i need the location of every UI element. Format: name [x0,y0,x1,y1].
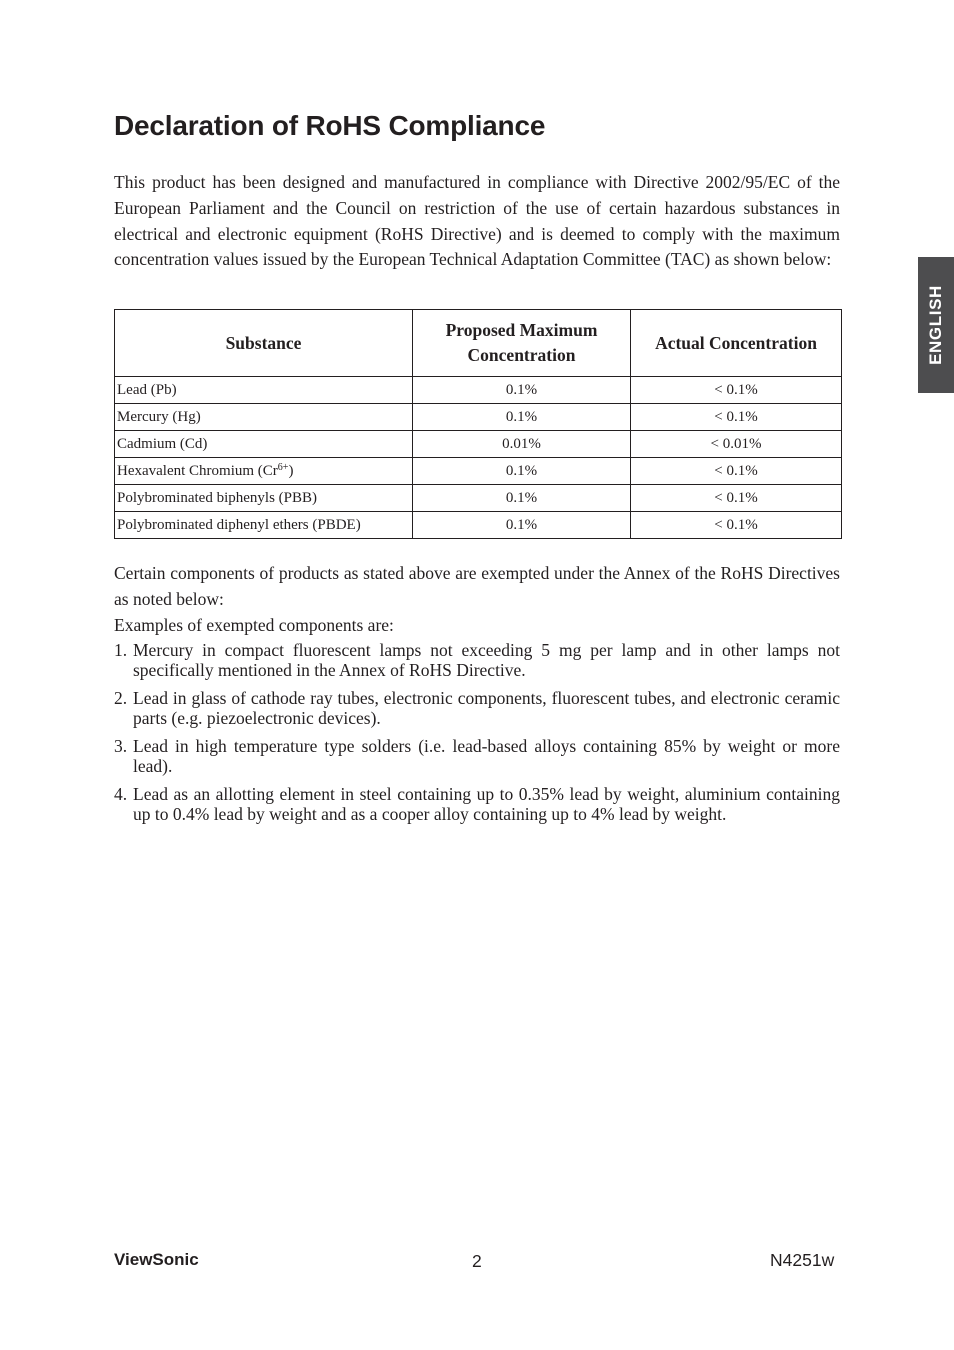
footer-model: N4251w [770,1250,835,1270]
list-item-number: 3. [114,736,128,757]
substance-superscript: 6+ [277,461,289,473]
table-header-row [115,310,842,377]
exemption-paragraph: Certain components of products as stated above are exempted under the Annex of the RoHS Directives as noted below: [114,563,840,609]
rohs-table [114,309,842,539]
table-row [115,431,842,458]
header-proposed-text: Proposed Maximum Concentration [445,320,598,365]
exemption-list [114,641,840,824]
substance-tail: ) [288,462,294,479]
cell-proposed: 0.1% [413,512,631,539]
footer-brand: ViewSonic [114,1250,199,1269]
exemptions-section [114,561,840,833]
cell-substance: Lead (Pb) [115,377,413,404]
list-item-number: 2. [114,688,128,709]
list-item [114,641,840,680]
table-row [115,404,842,431]
language-side-tab [918,257,954,393]
list-item-text: Mercury in compact fluorescent lamps not exceeding 5 mg per lamp and in other lamps not specifically mentioned in the Annex of RoHS Directive. [133,640,840,680]
cell-substance: Mercury (Hg) [115,404,413,431]
header-proposed-max [413,310,631,377]
cell-substance: Polybrominated biphenyls (PBB) [115,485,413,512]
cell-actual: < 0.1% [631,458,842,485]
cell-proposed: 0.1% [413,458,631,485]
cell-substance: Cadmium (Cd) [115,431,413,458]
list-item-text: Lead as an allotting element in steel containing up to 0.35% lead by weight, aluminium containing up to 0.4% lead by weight and as a cooper alloy containing up to 4% lead by weight. [133,784,840,824]
cell-proposed: 0.1% [413,485,631,512]
cell-proposed: 0.1% [413,404,631,431]
footer-page-number: 2 [472,1251,482,1271]
cell-actual: < 0.1% [631,512,842,539]
table-row [115,377,842,404]
list-item-text: Lead in high temperature type solders (i.e. lead-based alloys containing 85% by weight or more lead). [133,736,840,776]
substance-text: Hexavalent Chromium (Cr [117,462,278,479]
list-item-number: 1. [114,640,128,661]
intro-paragraph: This product has been designed and manufactured in compliance with Directive 2002/95/EC of the European Parliament and the Council on restriction of the use of certain hazardous substances in electrical and electronic equipment (RoHS Directive) and is deemed to comply with the maximum concentration values issued by the European Technical Adaptation Committee (TAC) as shown below: [114,172,840,270]
language-tab-label: ENGLISH [926,285,945,365]
cell-actual: < 0.1% [631,404,842,431]
list-item-number: 4. [114,784,128,805]
list-item [114,785,840,824]
list-item [114,737,840,776]
examples-heading: Examples of exempted components are: [114,614,394,635]
cell-substance: Polybrominated diphenyl ethers (PBDE) [115,512,413,539]
list-item-text: Lead in glass of cathode ray tubes, electronic components, fluorescent tubes, and electronic ceramic parts (e.g. piezoelectronic devices). [133,688,840,728]
cell-proposed: 0.1% [413,377,631,404]
list-item [114,689,840,728]
cell-proposed: 0.01% [413,431,631,458]
cell-actual: < 0.1% [631,485,842,512]
header-substance: Substance [115,310,413,377]
page-title: Declaration of RoHS Compliance [114,110,546,141]
cell-actual: < 0.01% [631,431,842,458]
table-row [115,512,842,539]
cell-substance [115,458,413,485]
cell-actual: < 0.1% [631,377,842,404]
header-actual: Actual Concentration [631,310,842,377]
table-row [115,485,842,512]
table-row [115,458,842,485]
